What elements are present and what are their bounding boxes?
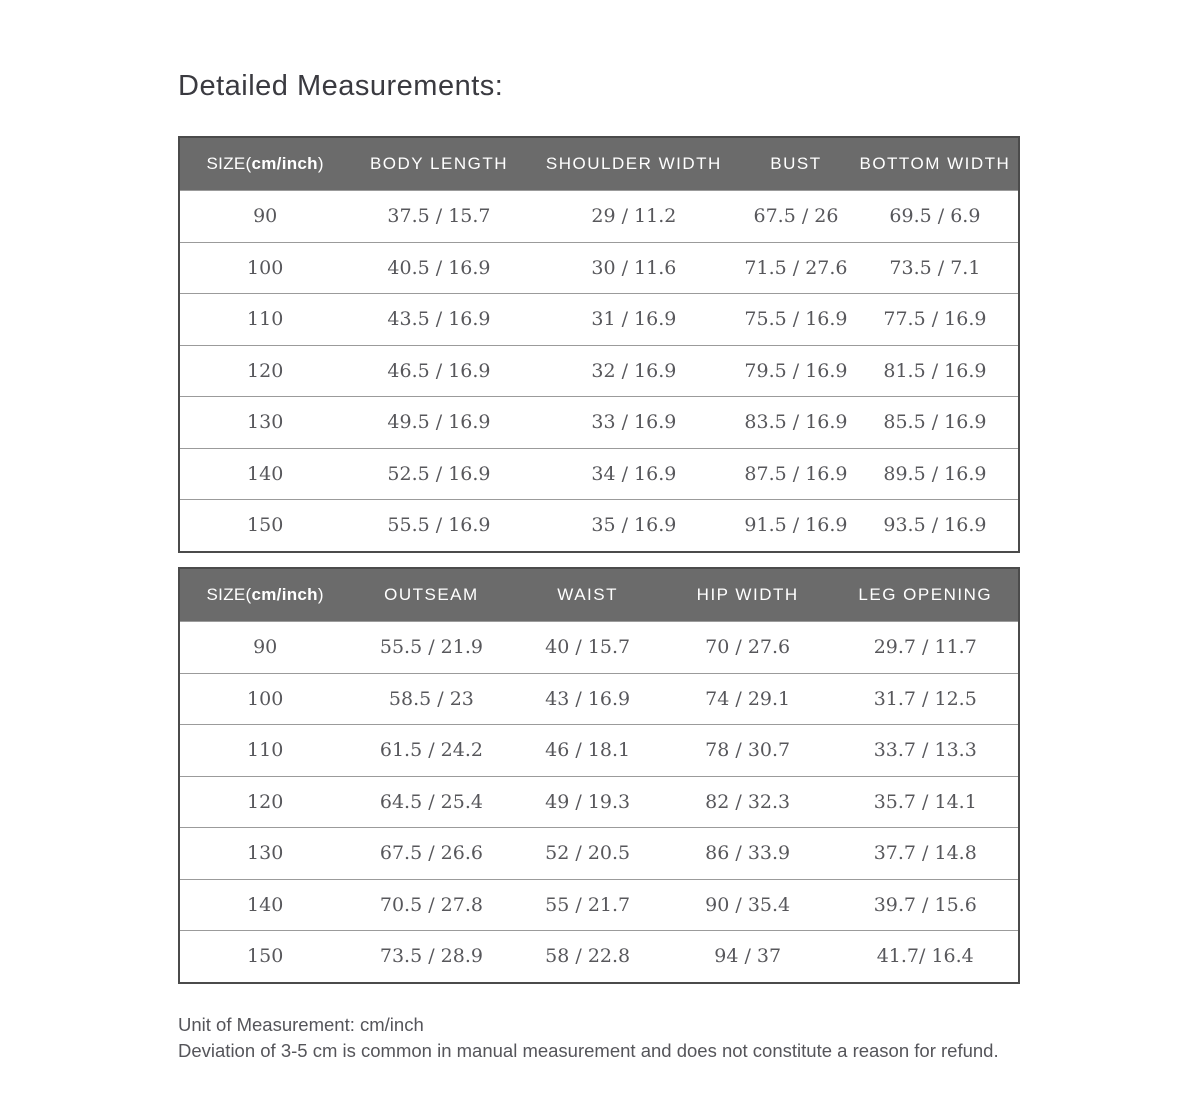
table-row [179,622,1019,674]
measurement-cell: 75.5 / 16.9 [744,308,848,331]
size-cell: 150 [247,514,284,537]
measurement-cell: 74 / 29.1 [705,687,791,710]
bottom-measurements-table [178,567,1020,984]
measurement-cell: 81.5 / 16.9 [883,359,987,382]
table-row [179,448,1019,500]
size-cell: 130 [247,842,284,865]
column-header: SHOULDER WIDTH [528,137,741,191]
measurement-cell: 52 / 20.5 [545,842,631,865]
measurement-cell: 31.7 / 12.5 [873,687,977,710]
measurement-cell: 55.5 / 21.9 [379,636,483,659]
measurement-cell: 70.5 / 27.8 [379,893,483,916]
column-header: BOTTOM WIDTH [852,137,1019,191]
measurement-cell: 40 / 15.7 [545,636,631,659]
table-row [179,879,1019,931]
measurement-cell: 55 / 21.7 [545,893,631,916]
measurement-cell: 71.5 / 27.6 [744,256,848,279]
measurement-cell: 34 / 16.9 [591,462,677,485]
size-cell: 100 [247,256,284,279]
measurement-cell: 94 / 37 [714,945,782,968]
measurement-cell: 41.7/ 16.4 [876,945,974,968]
column-header: BUST [740,137,852,191]
table-header [179,568,1019,622]
table-header-row [179,137,1019,191]
table-row [179,191,1019,243]
measurement-cell: 78 / 30.7 [705,739,791,762]
size-cell: 110 [247,739,284,762]
measurement-cell: 55.5 / 16.9 [387,514,491,537]
measurement-cell: 61.5 / 24.2 [379,739,483,762]
measurement-cell: 35 / 16.9 [591,514,677,537]
measurement-cell: 69.5 / 6.9 [889,205,981,228]
measurement-cell: 29.7 / 11.7 [873,636,977,659]
table-row [179,931,1019,983]
table-header-row [179,568,1019,622]
measurement-cell: 43 / 16.9 [545,687,631,710]
top-measurements-table [178,136,1020,553]
measurement-cell: 67.5 / 26 [753,205,839,228]
measurement-cell: 73.5 / 7.1 [889,256,981,279]
table-header [179,137,1019,191]
measurement-cell: 40.5 / 16.9 [387,256,491,279]
measurement-cell: 90 / 35.4 [705,893,791,916]
measurement-cell: 29 / 11.2 [591,205,677,228]
size-column-header: SIZE(cm/inch) [179,568,350,622]
size-cell: 90 [253,205,278,228]
measurement-cell: 73.5 / 28.9 [379,945,483,968]
size-cell: 140 [247,893,284,916]
table-row [179,500,1019,552]
measurement-cell: 46.5 / 16.9 [387,359,491,382]
size-cell: 140 [247,462,284,485]
size-column-header: SIZE(cm/inch) [179,137,350,191]
table-body [179,622,1019,983]
measurement-cell: 93.5 / 16.9 [883,514,987,537]
size-cell: 150 [247,945,284,968]
measurement-cell: 32 / 16.9 [591,359,677,382]
column-header: WAIST [512,568,662,622]
table-row [179,776,1019,828]
column-header: OUTSEAM [350,568,512,622]
measurement-cell: 31 / 16.9 [591,308,677,331]
measurement-cell: 77.5 / 16.9 [883,308,987,331]
table-row [179,242,1019,294]
deviation-disclaimer-note: Deviation of 3-5 cm is common in manual measurement and does not constitute a reason for refund. [178,1040,999,1061]
measurement-cell: 52.5 / 16.9 [387,462,491,485]
size-cell: 110 [247,308,284,331]
size-cell: 120 [247,790,284,813]
measurement-cell: 82 / 32.3 [705,790,791,813]
measurement-cell: 83.5 / 16.9 [744,411,848,434]
measurement-cell: 35.7 / 14.1 [873,790,977,813]
measurement-cell: 33 / 16.9 [591,411,677,434]
table-row [179,725,1019,777]
column-header: BODY LENGTH [350,137,527,191]
measurement-cell: 33.7 / 13.3 [873,739,977,762]
measurement-cell: 58 / 22.8 [545,945,631,968]
size-cell: 130 [247,411,284,434]
unit-of-measurement-note: Unit of Measurement: cm/inch [178,1014,424,1035]
measurement-cell: 67.5 / 26.6 [379,842,483,865]
page-title: Detailed Measurements: [178,70,504,102]
size-cell: 100 [247,687,284,710]
measurement-cell: 64.5 / 25.4 [379,790,483,813]
footer-notes [178,1012,999,1064]
column-header: LEG OPENING [833,568,1020,622]
measurement-cell: 85.5 / 16.9 [883,411,987,434]
table-row [179,345,1019,397]
table-row [179,828,1019,880]
measurement-cell: 58.5 / 23 [388,687,474,710]
measurement-cell: 49.5 / 16.9 [387,411,491,434]
measurement-cell: 91.5 / 16.9 [744,514,848,537]
measurement-cell: 79.5 / 16.9 [744,359,848,382]
measurement-cell: 46 / 18.1 [545,739,631,762]
table-body [179,191,1019,552]
size-cell: 90 [253,636,278,659]
measurement-cell: 89.5 / 16.9 [883,462,987,485]
measurement-cell: 30 / 11.6 [591,256,677,279]
measurement-cell: 37.7 / 14.8 [873,842,977,865]
size-cell: 120 [247,359,284,382]
measurement-cell: 87.5 / 16.9 [744,462,848,485]
table-row [179,397,1019,449]
table-row [179,673,1019,725]
measurement-cell: 43.5 / 16.9 [387,308,491,331]
measurement-cell: 39.7 / 15.6 [873,893,977,916]
measurement-cell: 86 / 33.9 [705,842,791,865]
measurement-cell: 37.5 / 15.7 [387,205,491,228]
table-row [179,294,1019,346]
column-header: HIP WIDTH [663,568,833,622]
measurement-cell: 49 / 19.3 [545,790,631,813]
measurement-cell: 70 / 27.6 [705,636,791,659]
